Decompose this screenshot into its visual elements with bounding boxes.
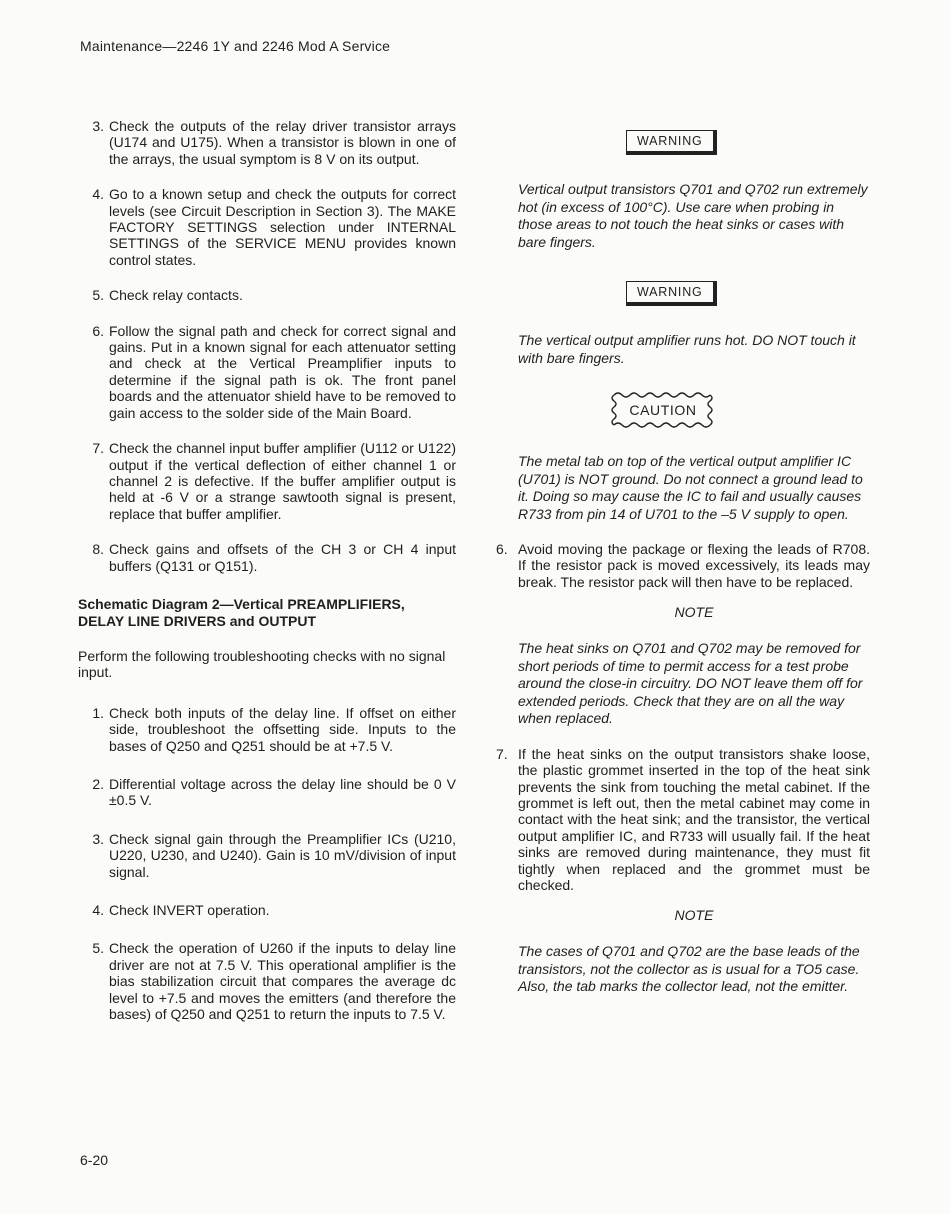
list-item	[496, 541, 870, 590]
item-number: 1 .	[78, 705, 105, 754]
warning-callout	[626, 281, 870, 306]
list-item	[78, 940, 456, 1022]
item-text: Check the operation of U260 if the inputs to delay line driver are not at 7.5 V. This operational amplifier is the bias stabilization circuit that compares the average dc level to +7.5 and moves the emitters (and therefore the bases) of Q250 and Q251 to return the inputs to 7.5 V.	[109, 940, 456, 1023]
item-text: If the heat sinks on the output transistors shake loose, the plastic grommet inserted in the top of the heat sink prevents the sink from touching the metal cabinet. If the grommet is left out, then the metal cabinet may come in contact with the heat sink; and the transistor, the vertical output amplifier IC, and R733 will usually fail. If the heat sinks are removed during maintenance, they must fit tightly when replaced and the grommet must be checked.	[518, 745, 870, 893]
list-item	[78, 287, 456, 303]
item-number: 3 .	[78, 118, 105, 167]
item-text: Avoid moving the package or flexing the leads of R708. If the resistor pack is moved excessively, its leads may break. The resistor pack will then have to be replaced.	[518, 541, 870, 590]
item-number: 6 .	[78, 323, 105, 421]
item-number: 2 .	[78, 776, 105, 809]
list-item	[78, 902, 456, 918]
left-column	[78, 118, 456, 1044]
list-item	[78, 705, 456, 754]
list-item	[78, 776, 456, 809]
list-item	[78, 541, 456, 574]
item-text: Check signal gain through the Preamplifier ICs (U210, U220, U230, and U240). Gain is 10 mV/division of input signal.	[109, 830, 456, 880]
warning-text: The vertical output amplifier runs hot. DO NOT touch it with bare fingers.	[518, 332, 856, 366]
section-heading-line: DELAY LINE DRIVERS and OUTPUT	[78, 612, 317, 629]
item-number: 3 .	[78, 831, 105, 880]
right-column	[496, 130, 870, 1014]
list-item	[78, 186, 456, 268]
item-text: Check the outputs of the relay driver transistor arrays (U174 and U175). When a transistor is blown in one of the arrays, the usual symptom is 8 V on its output.	[109, 118, 456, 167]
caution-label: CAUTION	[629, 402, 697, 418]
list-item	[78, 440, 456, 522]
page-number: 6-20	[80, 1152, 109, 1168]
note-title: NOTE	[674, 907, 714, 924]
warning-label: WARNING	[626, 130, 717, 155]
note-text: The cases of Q701 and Q702 are the base leads of the transistors, not the collector as is usual for a TO5 case. Also, the tab marks the collector lead, not the emitter.	[518, 943, 860, 995]
caution-text: The metal tab on top of the vertical output amplifier IC (U701) is NOT ground. Do not connect a ground lead to it. Doing so may cause the IC to fail and usually causes R733 from pin 14 of U701 to the –5 V supply to open.	[518, 453, 863, 522]
warning-text: Vertical output transistors Q701 and Q702 run extremely hot (in excess of 100°C). Use care when probing in those areas to not touch the heat sinks or cases with bare fingers.	[518, 181, 868, 250]
list-item	[78, 831, 456, 880]
item-number: 4 .	[78, 902, 105, 918]
section-heading	[78, 596, 456, 630]
list-item	[78, 323, 456, 421]
warning-label: WARNING	[626, 281, 717, 306]
list-item	[496, 746, 870, 894]
item-number: 5 .	[78, 287, 105, 303]
item-number: 5 .	[78, 940, 105, 1022]
item-number: 6 .	[496, 541, 518, 590]
item-number: 7 .	[78, 440, 105, 522]
item-text: Check INVERT operation.	[109, 902, 270, 918]
section-intro: Perform the following troubleshooting checks with no signal input.	[78, 647, 446, 681]
caution-frame-icon	[608, 389, 718, 431]
list-item	[78, 118, 456, 167]
item-text: Check the channel input buffer amplifier (U112 or U122) output if the vertical deflection of either channel 1 or channel 2 is defective. If the buffer amplifier output is held at -6 V or a strange sawtooth signal is present, replace that buffer amplifier.	[109, 440, 456, 522]
item-text: Differential voltage across the delay line should be 0 V ±0.5 V.	[109, 775, 456, 809]
item-text: Check gains and offsets of the CH 3 or CH 4 input buffers (Q131 or Q151).	[109, 541, 456, 574]
item-text: Go to a known setup and check the outputs for correct levels (see Circuit Description in Section 3). The MAKE FACTORY SETTINGS selection under INTERNAL SETTINGS of the SERVICE MENU provides known control states.	[109, 186, 456, 268]
item-text: Check both inputs of the delay line. If offset on either side, troubleshoot the offsetting side. Inputs to the bases of Q250 and Q251 should be at +7.5 V.	[109, 704, 456, 754]
item-text: Follow the signal path and check for correct signal and gains. Put in a known signal for each attenuator setting and check at the Vertical Preamplifier inputs to determine if the signal path is ok. The front panel boards and the attenuator shield have to be removed to gain access to the solder side of the Main Board.	[109, 322, 456, 421]
item-number: 8 .	[78, 541, 105, 574]
caution-callout	[608, 389, 870, 431]
note-text: The heat sinks on Q701 and Q702 may be removed for short periods of time to permit access for a test probe around the close-in circuitry. DO NOT leave them off for extended periods. Check that they are on all the way when replaced.	[518, 640, 863, 727]
item-number: 4 .	[78, 186, 105, 268]
section-heading-line: Schematic Diagram 2—Vertical PREAMPLIFIERS,	[78, 595, 405, 612]
page-header: Maintenance—2246 1Y and 2246 Mod A Service	[80, 38, 391, 54]
warning-callout	[626, 130, 870, 155]
item-text: Check relay contacts.	[109, 287, 243, 304]
note-title: NOTE	[674, 604, 714, 621]
item-number: 7 .	[496, 746, 518, 894]
